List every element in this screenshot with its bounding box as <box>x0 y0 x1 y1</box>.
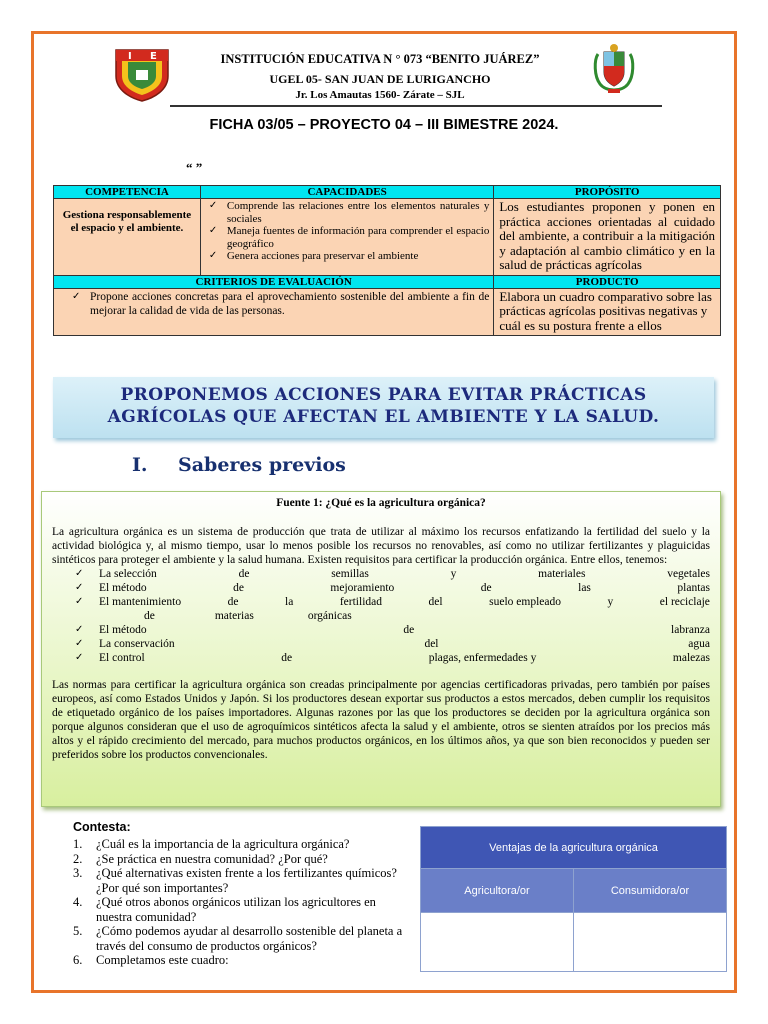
requirement-word: ✓ La conservación <box>99 638 175 650</box>
questions-list <box>73 837 413 968</box>
question-number: 1. <box>73 837 83 851</box>
question-text: ¿Cómo podemos ayudar al desarrollo sostenible del planeta a través del consumo de productos orgánicos? <box>96 924 403 953</box>
requirement-word: de <box>480 582 492 594</box>
source-paragraph-1: La agricultura orgánica es un sistema de producción que trata de utilizar al máximo los recursos enfatizando la fertilidad del suelo y la actividad biológica y, al mismo tiempo, usar lo menos posible los recursos no renovables, así como no utilizar fertilizantes y plaguicidas sintéticos para proteger el ambiente y la salud humana. Existen requisitos para certificar la producción orgánica. Entre ellos, tenemos: <box>52 526 710 566</box>
requirement-word: de <box>281 652 293 664</box>
source-box <box>41 491 721 807</box>
requirement-word: de <box>227 596 239 608</box>
ventajas-cell-consumidor[interactable] <box>574 913 727 972</box>
question-item <box>73 852 413 867</box>
requirement-item <box>52 567 710 581</box>
section-number: I. <box>132 454 148 476</box>
empty-quote-marks: “ ” <box>186 160 203 175</box>
capacidades-list <box>200 199 493 276</box>
requirement-word: el reciclaje <box>659 596 710 608</box>
requirement-word: semillas <box>331 568 369 580</box>
requirement-word: suelo empleado <box>489 596 561 608</box>
requirement-word: ✓ El método <box>99 582 147 594</box>
requirement-word: ✓ El mantenimiento <box>99 596 182 608</box>
requirement-word: labranza <box>671 624 710 636</box>
requirement-word: la <box>285 596 294 608</box>
header-criterios: CRITERIOS DE EVALUACIÓN <box>54 275 494 288</box>
source-title: Fuente 1: ¿Qué es la agricultura orgánica? <box>276 497 486 509</box>
question-item <box>73 837 413 852</box>
question-item <box>73 953 413 968</box>
question-number: 2. <box>73 851 83 866</box>
header-competencia: COMPETENCIA <box>54 186 201 199</box>
question-item <box>73 895 413 924</box>
question-number: 6. <box>73 953 83 967</box>
requirement-item <box>52 595 710 609</box>
requirement-item <box>52 637 710 651</box>
peru-coat-of-arms-logo <box>592 40 636 96</box>
header-divider <box>170 105 662 107</box>
requirement-word: materiales <box>538 568 586 580</box>
banner-line-1: PROPONEMOS ACCIONES PARA EVITAR PRÁCTICAS <box>120 385 647 405</box>
section-title-text: Saberes previos <box>178 454 346 476</box>
requirement-word: de <box>238 568 250 580</box>
requirement-word: del <box>428 596 443 608</box>
header-capacidades: CAPACIDADES <box>200 186 493 199</box>
requirement-word: agua <box>688 638 710 650</box>
competency-table <box>53 185 721 336</box>
requirement-word: plantas <box>677 582 710 594</box>
competencia-text: Gestiona responsablemente el espacio y el ambiente. <box>54 199 201 276</box>
proposito-text: Los estudiantes proponen y ponen en práctica acciones orientadas al cuidado del ambiente, a contribuir a la mitigación y adaptación al cambio climático y en la salud de prácticas agrícolas <box>494 199 721 276</box>
requirement-word: las <box>578 582 591 594</box>
requirement-word: malezas <box>672 652 710 664</box>
svg-text:I: I <box>128 51 132 62</box>
requirement-word: fertilidad <box>339 596 382 608</box>
ventajas-col-agricultor: Agricultora/or <box>421 869 574 913</box>
svg-text:E: E <box>150 51 157 62</box>
requirement-word: de <box>403 624 415 636</box>
question-text: Completamos este cuadro: <box>96 953 229 967</box>
ventajas-cell-agricultor[interactable] <box>421 913 574 972</box>
requirement-item <box>52 651 710 665</box>
requirement-word: ✓ El método <box>99 624 147 636</box>
question-item <box>73 924 413 953</box>
requirement-item <box>52 581 710 595</box>
requirement-item <box>52 609 710 623</box>
producto-text: Elabora un cuadro comparativo sobre las prácticas agrícolas positivas negativas y cuál es su postura frente a ellos <box>494 288 721 336</box>
capacidad-item: ✓ Maneja fuentes de información para comprender el espacio geográfico <box>205 225 489 250</box>
requirement-word: plagas, enfermedades y <box>428 652 537 664</box>
requirement-word: materias <box>214 610 254 622</box>
school-shield-logo <box>112 46 172 102</box>
school-name: INSTITUCIÓN EDUCATIVA N ° 073 “BENITO JUÁREZ” <box>220 52 540 66</box>
requirement-word: vegetales <box>667 568 710 580</box>
question-number: 4. <box>73 895 83 909</box>
capacidad-item: ✓ Genera acciones para preservar el ambiente <box>205 250 489 263</box>
ventajas-col-consumidor: Consumidora/or <box>574 869 727 913</box>
ventajas-title: Ventajas de la agricultura orgánica <box>421 827 727 869</box>
requirement-word: de <box>233 582 244 594</box>
banner-line-2: AGRÍCOLAS QUE AFECTAN EL AMBIENTE Y LA SALUD. <box>107 407 660 427</box>
requirement-item <box>52 623 710 637</box>
requirement-word: del <box>424 638 439 650</box>
criterios-list <box>54 288 494 336</box>
question-text: ¿Qué otros abonos orgánicos utilizan los agricultores en nuestra comunidad? <box>96 895 376 924</box>
source-paragraph-2: Las normas para certificar la agricultura orgánica son creadas principalmente por agencias certificadoras privadas, pero también por países europeos, así como Estados Unidos y Japón. Si los productores desean exportar sus productos a estos mercados, deben cumplir los requisitos de etiquetado orgánico de los países importadores. Algunas razones por las que los productores se deciden por la agricultura orgánica son porque algunos consideran que el uso de agroquímicos sintéticos afecta la salud y el ambiente, otros se sienten atraídos por los precios más altos y el rápido crecimiento del mercado, para muchos productos orgánicos, en los últimos años, ya que son bien reconocidos y pueden ser preferidos sobre los productos convencionales. <box>52 679 710 761</box>
question-number: 3. <box>73 866 83 880</box>
ugel-name: UGEL 05- SAN JUAN DE LURIGANCHO <box>269 72 491 86</box>
requirement-word: de <box>144 610 155 622</box>
requirement-word: ✓ La selección <box>99 568 157 580</box>
question-text: ¿Se práctica en nuestra comunidad? ¿Por qué? <box>96 851 328 866</box>
requirement-word: y <box>607 596 614 608</box>
project-banner <box>53 377 714 438</box>
question-item <box>73 866 413 895</box>
question-text: ¿Qué alternativas existen frente a los fertilizantes químicos? ¿Por qué son importantes? <box>96 866 397 895</box>
ficha-title: FICHA 03/05 – PROYECTO 04 – III BIMESTRE 2024. <box>209 117 559 133</box>
requirement-word: mejoramiento <box>330 582 395 594</box>
header-proposito: PROPÓSITO <box>494 186 721 199</box>
requirement-word: orgánicas <box>307 610 352 622</box>
criterio-item: ✓ Propone acciones concretas para el aprovechamiento sostenible del ambiente a fin de mejorar la calidad de vida de las personas. <box>68 290 489 318</box>
question-text: ¿Cuál es la importancia de la agricultura orgánica? <box>96 837 350 851</box>
section-title <box>132 454 346 476</box>
contesta-label: Contesta: <box>73 820 131 834</box>
ventajas-table <box>420 826 727 972</box>
requirements-list <box>52 567 710 665</box>
requirement-word: y <box>450 568 457 580</box>
school-address: Jr. Los Amautas 1560- Zárate – SJL <box>295 89 465 101</box>
question-number: 5. <box>73 924 83 938</box>
header-producto: PRODUCTO <box>494 275 721 288</box>
capacidad-item: ✓ Comprende las relaciones entre los elementos naturales y sociales <box>205 200 489 225</box>
requirement-word: ✓ El control <box>99 652 145 664</box>
